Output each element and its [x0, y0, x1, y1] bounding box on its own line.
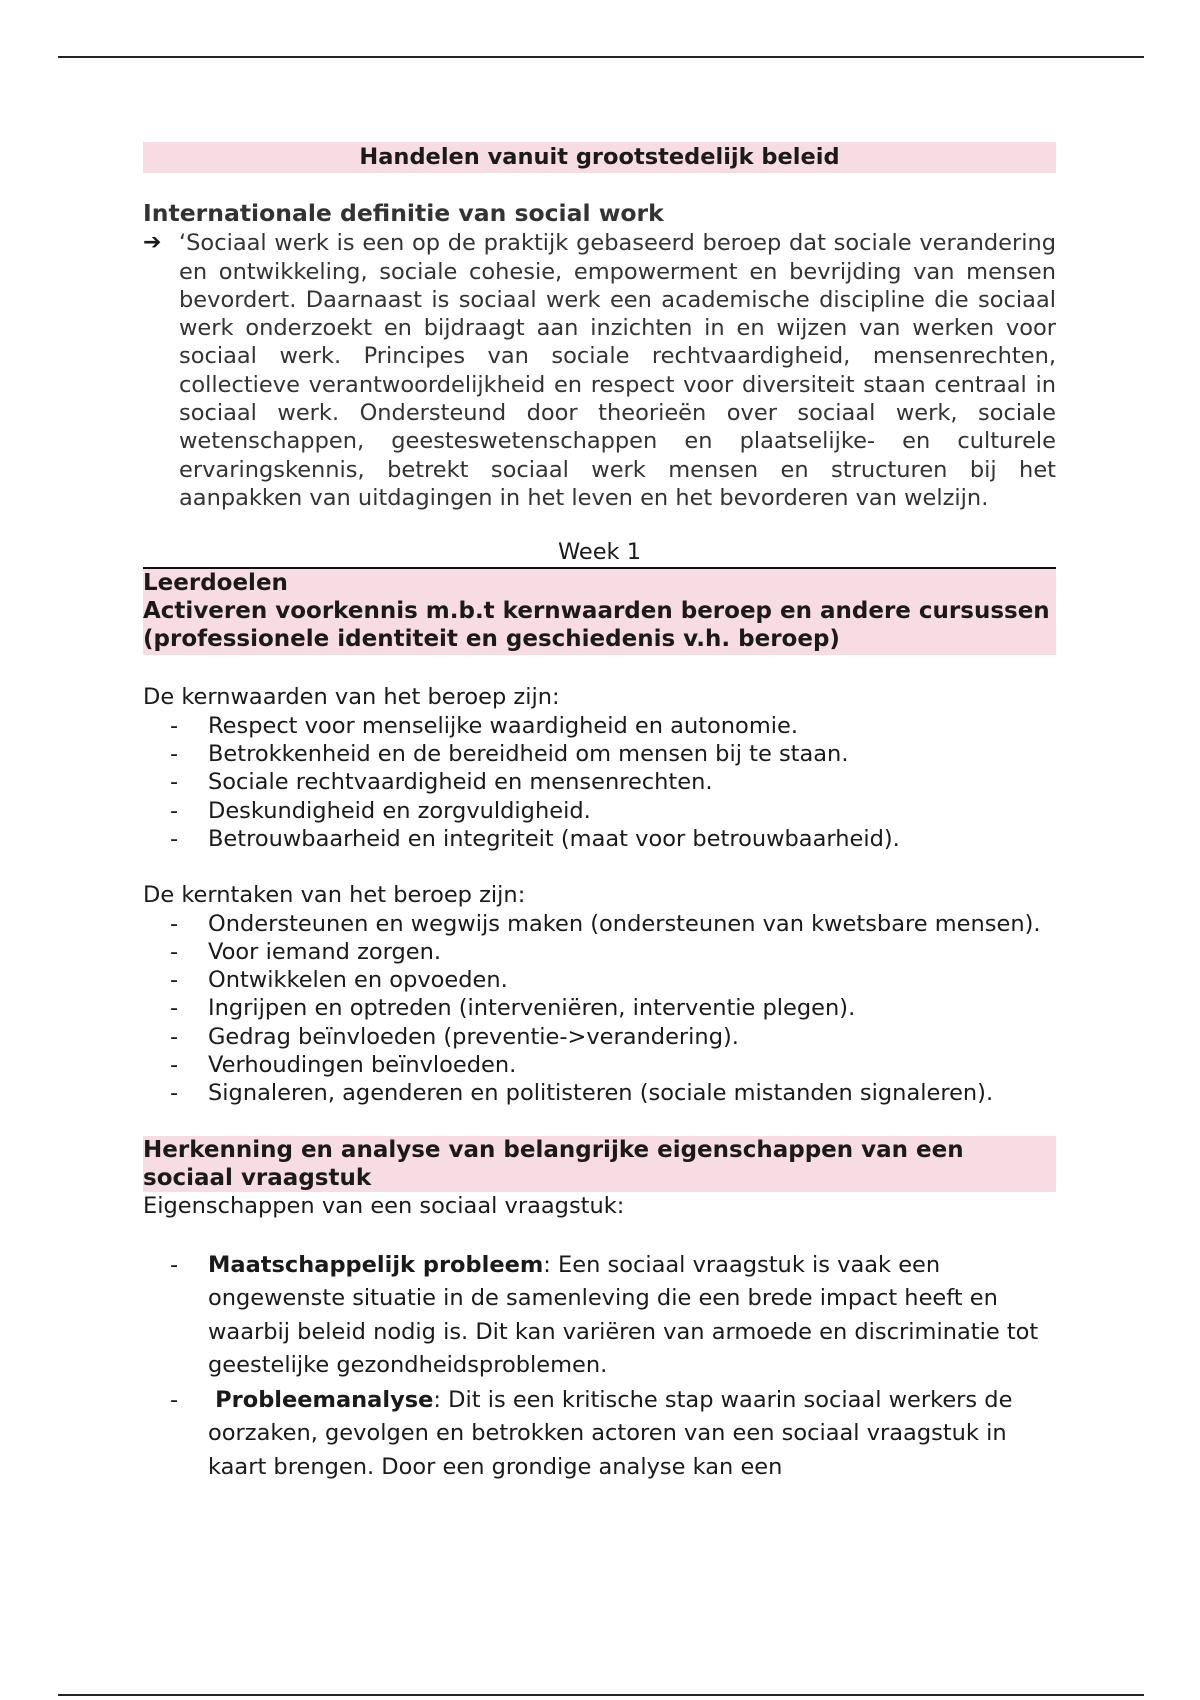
dash-bullet: - — [170, 769, 179, 796]
list-item — [143, 1384, 1056, 1485]
list-item: - Gedrag beïnvloeden (preventie->verandering). — [170, 1023, 739, 1050]
dash-bullet: - — [170, 1080, 179, 1107]
dash-bullet: - — [170, 910, 179, 937]
list-item: - Deskundigheid en zorgvuldigheid. — [170, 797, 591, 824]
property-term: Probleemanalyse — [215, 1386, 434, 1413]
core-tasks-intro: De kerntaken van het beroep zijn: — [143, 882, 526, 909]
list-item: - Betrokkenheid en de bereidheid om mensen bij te staan. — [170, 741, 849, 768]
properties-list — [143, 1249, 1056, 1485]
list-item: - Signaleren, agenderen en politisteren (sociale mistanden signaleren). — [170, 1080, 994, 1107]
dash-bullet: - — [170, 995, 179, 1022]
property-text: : Dit is een kritische stap waarin sociaal werkers de oorzaken, gevolgen en betrokken actoren van een sociaal vraagstuk in kaart brengen. Door een grondige analyse kan een — [208, 1386, 1013, 1480]
definition-heading: Internationale definitie van social work — [143, 199, 664, 227]
core-values-intro: De kernwaarden van het beroep zijn: — [143, 684, 560, 711]
property-term: Maatschappelijk probleem — [208, 1251, 544, 1278]
objective-2: Herkenning en analyse van belangrijke eigenschappen van een sociaal vraagstuk — [143, 1136, 1056, 1193]
document-title: Handelen vanuit grootstedelijk beleid — [143, 142, 1056, 173]
definition-block — [143, 229, 1056, 512]
objectives-heading: Leerdoelen — [143, 569, 288, 596]
dash-bullet: - — [170, 825, 179, 852]
dash-bullet: - — [170, 1023, 179, 1050]
dash-bullet: - — [170, 1386, 179, 1413]
list-item: - Ingrijpen en optreden (interveniëren, interventie plegen). — [170, 995, 856, 1022]
header-rule — [58, 56, 1144, 58]
dash-bullet: - — [170, 938, 179, 965]
dash-bullet: - — [170, 741, 179, 768]
arrow-bullet-icon: ➔ — [143, 230, 162, 256]
objective-1: Activeren voorkennis m.b.t kernwaarden beroep en andere cursussen (professionele identiteit en geschiedenis v.h. beroep) — [143, 597, 1050, 653]
list-item: - Ontwikkelen en opvoeden. — [170, 967, 508, 994]
dash-bullet: - — [170, 712, 179, 739]
definition-text: ‘Sociaal werk is een op de praktijk gebaseerd beroep dat sociale verandering en ontwikkeling, sociale cohesie, empowerment en bevrijding van mensen bevordert. Daarnaast is sociaal werk een academische discipline die sociaal werk onderzoekt en bijdraagt aan inzichten in en wijzen van werken voor sociaal werk. Principes van sociale rechtvaardigheid, mensenrechten, collectieve verantwoordelijkheid en respect voor diversiteit staan centraal in sociaal werk. Ondersteund door theorieën over sociaal werk, sociale wetenschappen, geesteswetenschappen en plaatselijke- en culturele ervaringskennis, betrekt sociaal werk mensen en structuren bij het aanpakken van uitdagingen in het leven en het bevorderen van welzijn. — [179, 230, 1056, 511]
core-tasks-list — [143, 910, 1056, 1108]
list-item: - Ondersteunen en wegwijs maken (ondersteunen van kwetsbare mensen). — [170, 910, 1041, 937]
dash-bullet: - — [170, 797, 179, 824]
week-label: Week 1 — [557, 539, 642, 566]
list-item: - Sociale rechtvaardigheid en mensenrechten. — [170, 769, 713, 796]
list-item: - Betrouwbaarheid en integriteit (maat voor betrouwbaarheid). — [170, 825, 900, 852]
core-values-list — [143, 712, 1056, 853]
list-item — [143, 1249, 1056, 1383]
properties-intro: Eigenschappen van een sociaal vraagstuk: — [143, 1193, 625, 1220]
dash-bullet: - — [170, 1052, 179, 1079]
dash-bullet: - — [170, 1251, 179, 1278]
dash-bullet: - — [170, 967, 179, 994]
property-text: : Een sociaal vraagstuk is vaak een ongewenste situatie in de samenleving die een brede impact heeft en waarbij beleid nodig is. Dit kan variëren van armoede en discriminatie tot geestelijke gezondheidsproblemen. — [208, 1251, 1039, 1378]
objectives-band — [143, 569, 1056, 656]
page-content — [143, 142, 1056, 1485]
list-item: - Voor iemand zorgen. — [170, 938, 442, 965]
list-item: - Respect voor menselijke waardigheid en autonomie. — [170, 712, 798, 739]
list-item: - Verhoudingen beïnvloeden. — [170, 1052, 517, 1079]
footer-rule — [58, 1694, 1144, 1696]
